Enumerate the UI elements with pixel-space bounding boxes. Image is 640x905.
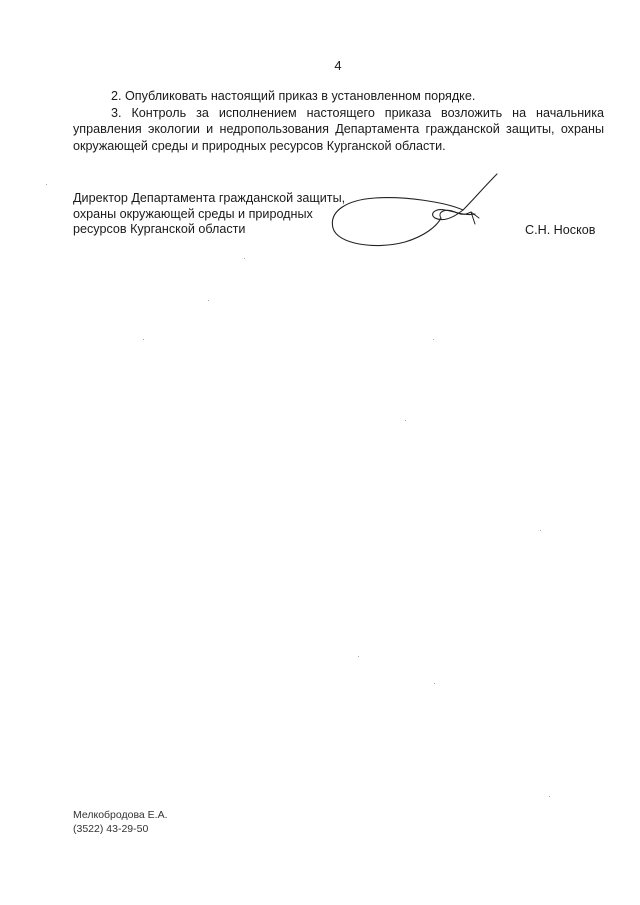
scan-speck <box>540 530 541 531</box>
scan-speck <box>46 184 47 185</box>
signatory-title-line: ресурсов Курганской области <box>73 222 246 236</box>
scan-speck <box>208 300 209 301</box>
scan-speck <box>244 258 245 259</box>
page-number: 4 <box>334 58 342 73</box>
scan-speck <box>434 683 435 684</box>
executor-name: Мелкобродова Е.А. <box>73 809 168 821</box>
executor-phone: (3522) 43-29-50 <box>73 823 149 835</box>
scan-speck <box>358 656 359 657</box>
scan-speck <box>405 420 406 421</box>
handwritten-signature <box>325 168 510 253</box>
clause-3: 3. Контроль за исполнением настоящего приказа возложить на начальника управления экологии и недропользования Департамента гражданской защиты, охраны окружающей среды и природных ресурсов Курганской области. <box>73 105 604 153</box>
executor-info <box>73 808 168 836</box>
signatory-title-line: охраны окружающей среды и природных <box>73 206 313 221</box>
clause-2: 2. Опубликовать настоящий приказ в установленном порядке. <box>111 89 476 103</box>
scan-speck <box>433 339 434 340</box>
order-body <box>73 88 604 154</box>
scan-speck <box>549 796 550 797</box>
signer-name: С.Н. Носков <box>525 223 596 237</box>
scan-speck <box>143 339 144 340</box>
signatory-title-line: Директор Департамента гражданской защиты, <box>73 191 346 205</box>
